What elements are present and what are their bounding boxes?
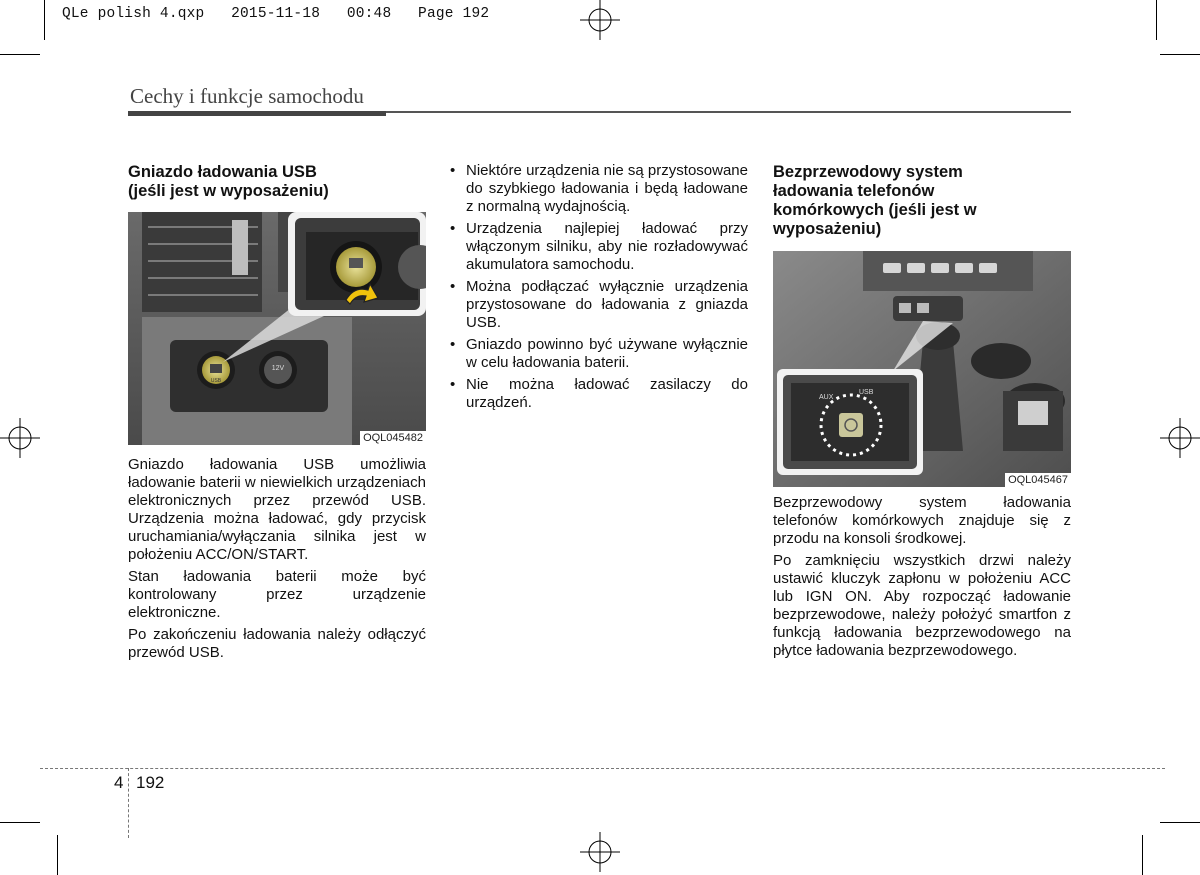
- section-heading: Bezprzewodowy system ładowania telefonów komórkowych (jeśli jest w wyposażeniu): [773, 163, 977, 238]
- footer-rule: [40, 768, 1165, 769]
- section-heading: Gniazdo ładowania USB (jeśli jest w wyposażeniu): [128, 163, 329, 200]
- crop-mark: [1160, 822, 1200, 823]
- registration-mark-icon: [580, 0, 620, 40]
- page-number: 192: [136, 773, 165, 792]
- crop-mark: [0, 822, 40, 823]
- wireless-section: [773, 163, 1071, 239]
- figure-label-aux: AUX: [819, 394, 834, 401]
- usb-console-illustration: [128, 212, 426, 445]
- chapter-number: 4: [114, 773, 124, 792]
- crop-mark: [1160, 54, 1200, 55]
- footer-divider: [128, 768, 129, 838]
- page-title: Cechy i funkcje samochodu: [130, 84, 364, 108]
- figure-label-12v: 12V: [271, 365, 285, 372]
- registration-mark-icon: [1160, 418, 1200, 458]
- wireless-charger-figure: [773, 251, 1071, 487]
- wireless-console-illustration: [773, 251, 1071, 487]
- usb-description: [128, 456, 426, 666]
- print-slug: QLe polish 4.qxp 2015-11-18 00:48 Page 192: [62, 6, 490, 22]
- list-item: • Niektóre urządzenia nie są przystosowane do szybkiego ładowania i będą ładowane z normalną wydajnością.: [450, 162, 748, 215]
- wireless-description: [773, 494, 1071, 664]
- paragraph: Po zamknięciu wszystkich drzwi należy ustawić kluczyk zapłonu w położeniu ACC lub IGN ON. Aby rozpocząć ładowanie bezprzewodowe, należy położyć smartfon z funkcją ładowania bezprzewodowego na płytce ładowania bezprzewodowego.: [773, 552, 1071, 659]
- figure-label-usb: USB: [859, 389, 874, 396]
- list-item: • Gniazdo powinno być używane wyłącznie w celu ładowania baterii.: [450, 336, 748, 371]
- paragraph: Stan ładowania baterii może być kontrolowany przez urządzenie elektroniczne.: [128, 568, 426, 621]
- crop-mark: [57, 835, 58, 875]
- usb-port-figure: [128, 212, 426, 445]
- figure-label-usb: USB: [210, 378, 222, 384]
- header-rule: [128, 111, 386, 116]
- crop-mark: [1156, 0, 1157, 40]
- crop-mark: [0, 54, 40, 55]
- header-rule: [386, 111, 1071, 113]
- crop-mark: [1142, 835, 1143, 875]
- paragraph: Po zakończeniu ładowania należy odłączyć przewód USB.: [128, 626, 426, 661]
- figure-code: OQL045482: [360, 431, 426, 445]
- list-item: • Urządzenia najlepiej ładować przy włączonym silniku, aby nie rozładowywać akumulatora samochodu.: [450, 220, 748, 273]
- list-item: • Nie można ładować zasilaczy do urządzeń.: [450, 376, 748, 411]
- paragraph: Bezprzewodowy system ładowania telefonów komórkowych znajduje się z przodu na konsoli środkowej.: [773, 494, 1071, 547]
- paragraph: Gniazdo ładowania USB umożliwia ładowanie baterii w niewielkich urządzeniach elektronicznych przez przewód USB. Urządzenia można ładować, gdy przycisk uruchamiania/wyłączania silnika jest w położeniu ACC/ON/START.: [128, 456, 426, 563]
- figure-code: OQL045467: [1005, 473, 1071, 487]
- usb-section: [128, 163, 426, 201]
- crop-mark: [44, 0, 45, 40]
- notes-list: [450, 162, 748, 416]
- list-item: • Można podłączać wyłącznie urządzenia przystosowane do ładowania z gniazda USB.: [450, 278, 748, 331]
- registration-mark-icon: [580, 832, 620, 872]
- registration-mark-icon: [0, 418, 40, 458]
